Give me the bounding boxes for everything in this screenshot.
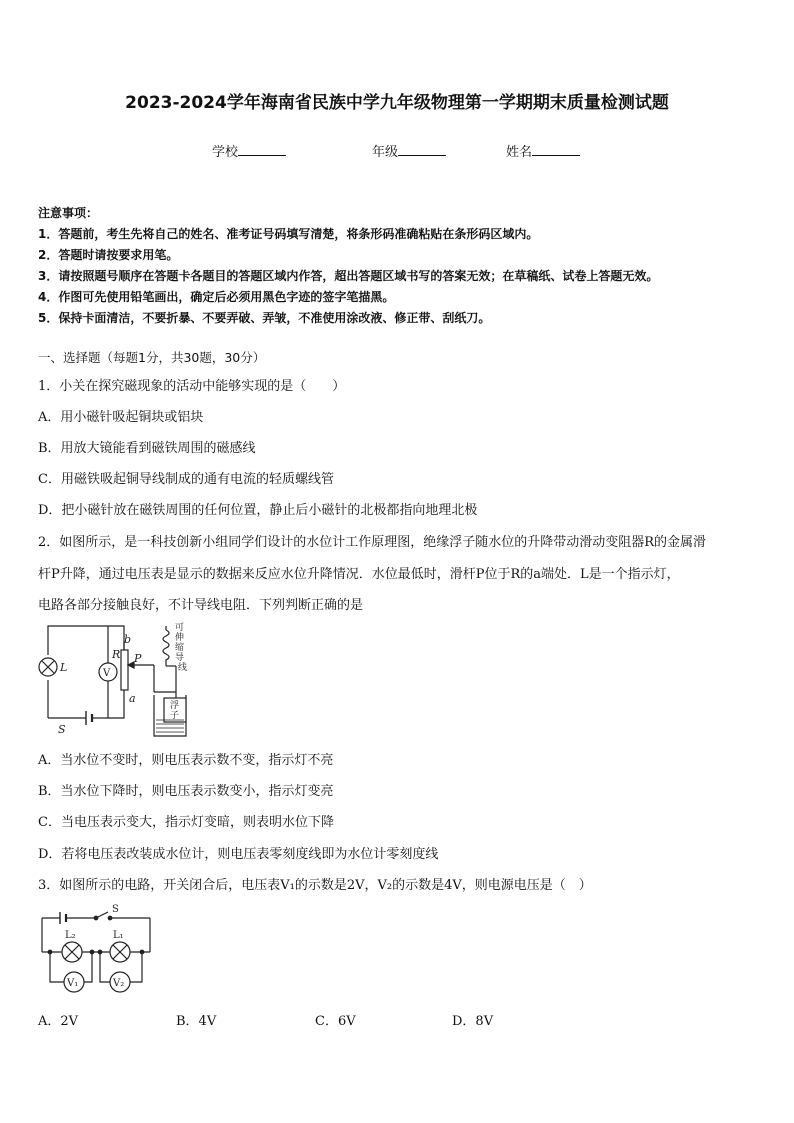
q3-option-b: B．4V bbox=[176, 1014, 217, 1029]
exam-title: 2023-2024学年海南省民族中学九年级物理第一学期期末质量检测试题 bbox=[125, 93, 669, 113]
spring-label-char: 可 bbox=[175, 623, 185, 633]
spring-label-char: 缩 bbox=[175, 643, 185, 653]
q3-option-d: D．8V bbox=[452, 1014, 494, 1029]
grade-blank bbox=[398, 143, 446, 156]
school-blank bbox=[238, 143, 286, 156]
end-a-label: a bbox=[129, 692, 136, 705]
q1-option-a: A．用小磁针吸起铜块或铝块 bbox=[38, 410, 204, 425]
question-2-stem-line2: 杆P升降，通过电压表是显示的数据来反应水位升降情况．水位最低时，滑杆P位于R的a端处．L是一个指示灯， bbox=[38, 567, 680, 582]
lamp-l2-label: L₂ bbox=[65, 930, 76, 941]
q3-option-c: C．6V bbox=[315, 1014, 356, 1029]
float-label-char: 子 bbox=[170, 711, 180, 721]
v1-label: V₁ bbox=[67, 978, 79, 989]
lamp-l1-label: L₁ bbox=[113, 930, 124, 941]
q2-option-c: C．当电压表示变大，指示灯变暗，则表明水位下降 bbox=[38, 815, 334, 830]
q2-option-b: B．当水位下降时，则电压表示数变小，指示灯变亮 bbox=[38, 784, 334, 799]
spring-label-char: 伸 bbox=[175, 633, 185, 643]
section-heading: 一、选择题（每题1分，共30题，30分） bbox=[38, 350, 266, 365]
notes-block bbox=[38, 203, 658, 329]
end-b-label: b bbox=[124, 633, 132, 646]
q1-option-d: D．把小磁针放在磁铁周围的任何位置，静止后小磁针的北极都指向地理北极 bbox=[38, 503, 478, 518]
resistor-label: R bbox=[112, 648, 121, 661]
slider-label: P bbox=[134, 652, 142, 665]
note-item: 4．作图可先使用铅笔画出，确定后必须用黑色字迹的签字笔描黑。 bbox=[38, 290, 395, 304]
grade-field bbox=[372, 141, 446, 160]
q2-circuit-diagram bbox=[36, 620, 196, 740]
q1-option-b: B．用放大镜能看到磁铁周围的磁感线 bbox=[38, 441, 256, 456]
name-label: 姓名 bbox=[506, 145, 533, 160]
question-1-stem: 1．小关在探究磁现象的活动中能够实现的是（ ） bbox=[38, 379, 346, 394]
v2-label: V₂ bbox=[113, 978, 125, 989]
grade-label: 年级 bbox=[372, 145, 399, 160]
name-blank bbox=[532, 143, 580, 156]
lamp-label: L bbox=[60, 661, 68, 674]
note-item: 2．答题时请按要求用笔。 bbox=[38, 248, 179, 262]
q3-option-a: A．2V bbox=[38, 1014, 79, 1029]
school-label: 学校 bbox=[212, 145, 239, 160]
name-field bbox=[506, 141, 580, 160]
notes-heading: 注意事项： bbox=[38, 206, 99, 220]
spring-label-char: 线 bbox=[178, 663, 188, 673]
question-3-stem: 3．如图所示的电路，开关闭合后，电压表V₁的示数是2V，V₂的示数是4V，则电源电压是（ ） bbox=[38, 878, 592, 893]
switch-label: S bbox=[58, 723, 66, 736]
q1-option-c: C．用磁铁吸起铜导线制成的通有电流的轻质螺线管 bbox=[38, 472, 334, 487]
q2-option-d: D．若将电压表改装成水位计，则电压表零刻度线即为水位计零刻度线 bbox=[38, 847, 439, 862]
note-item: 1．答题前，考生先将自己的姓名、准考证号码填写清楚，将条形码准确粘贴在条形码区域内。 bbox=[38, 227, 539, 241]
spring-label-char: 导 bbox=[175, 653, 185, 663]
question-2-stem-line3: 电路各部分接触良好，不计导线电阻．下列判断正确的是 bbox=[38, 598, 364, 613]
float-label-char: 浮 bbox=[170, 701, 180, 711]
note-item: 5．保持卡面清洁，不要折暴、不要弄破、弄皱，不准使用涂改液、修正带、刮纸刀。 bbox=[38, 311, 491, 325]
note-item: 3．请按照题号顺序在答题卡各题目的答题区域内作答，超出答题区域书写的答案无效；在草稿纸、试卷上答题无效。 bbox=[38, 269, 659, 283]
q2-option-a: A．当水位不变时，则电压表示数不变，指示灯不亮 bbox=[38, 753, 334, 768]
q3-circuit-diagram bbox=[36, 902, 160, 998]
school-field bbox=[212, 141, 286, 160]
voltmeter-label: V bbox=[103, 668, 111, 679]
question-2-stem-line1: 2．如图所示，是一科技创新小组同学们设计的水位计工作原理图，绝缘浮子随水位的升降带动滑动变阻器R的金属滑 bbox=[38, 535, 707, 550]
q3-switch-label: S bbox=[112, 904, 119, 915]
